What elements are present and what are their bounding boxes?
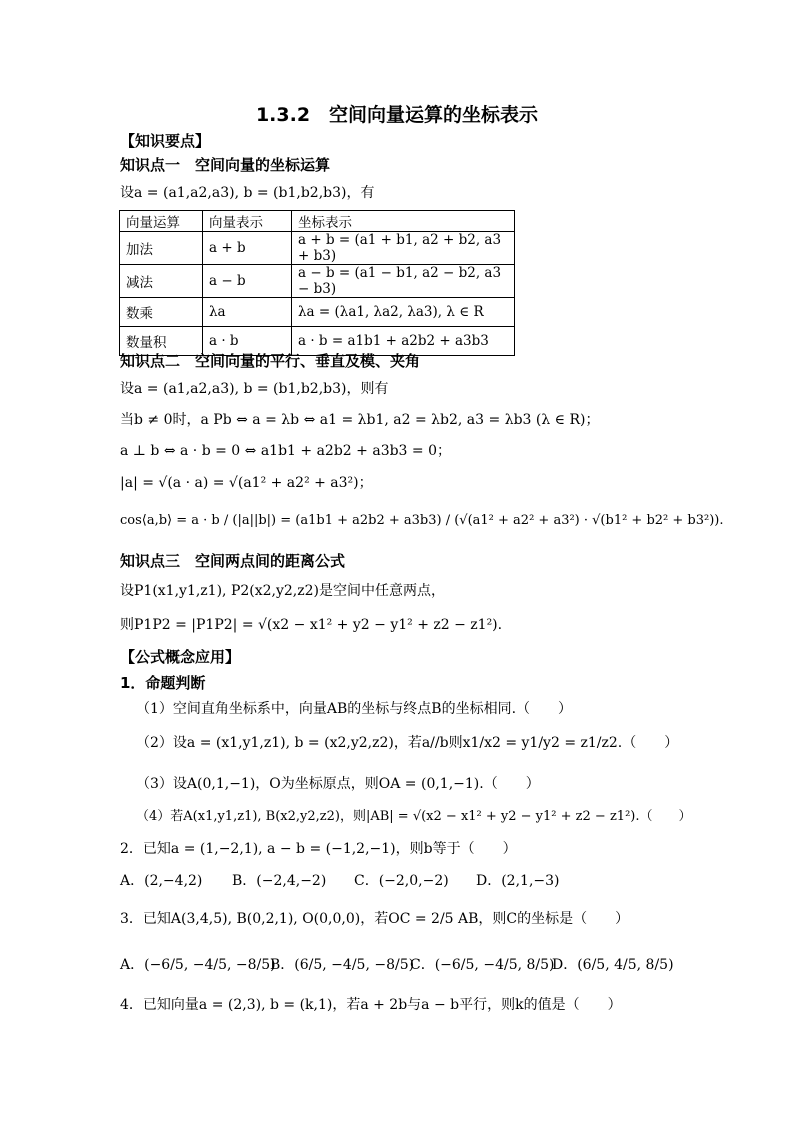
table-header-row bbox=[120, 211, 515, 232]
kp2-line: 设a = (a1,a2,a3), b = (b1,b2,b3)，则有 bbox=[120, 381, 389, 397]
section-application: 【公式概念应用】 bbox=[120, 648, 241, 666]
kp1-heading: 知识点一 空间向量的坐标运算 bbox=[120, 156, 331, 174]
kp1-setup: 设a = (a1,a2,a3), b = (b1,b2,b3)，有 bbox=[120, 185, 375, 201]
section-knowledge: 【知识要点】 bbox=[120, 132, 211, 150]
q2-option-a: A．(2,−4,2) bbox=[120, 873, 203, 889]
table-row bbox=[120, 265, 515, 298]
kp3-heading: 知识点三 空间两点间的距离公式 bbox=[120, 552, 346, 570]
kp2-line: cos⟨a,b⟩ = a · b / (|a||b|) = (a1b1 + a2b2 + a3b3) / (√(a1² + a2² + a3²) · √(b1² + b2² + b3²)). bbox=[120, 513, 724, 528]
q2-option-d: D．(2,1,−3) bbox=[476, 873, 560, 889]
kp2-heading: 知识点二 空间向量的平行、垂直及模、夹角 bbox=[120, 352, 421, 370]
table-row bbox=[120, 232, 515, 265]
q3-option-a: A．(−6/5, −4/5, −8/5) bbox=[120, 957, 276, 973]
table-cell: 数量积 bbox=[120, 327, 203, 356]
kp3-line: 则P1P2 = |P1P2| = √(x2 − x1² + y2 − y1² + z2 − z1²). bbox=[120, 617, 503, 633]
q1-item: （1）空间直角坐标系中，向量AB的坐标与终点B的坐标相同.（ ） bbox=[136, 701, 573, 717]
q3-stem: 3．已知A(3,4,5), B(0,2,1), O(0,0,0)，若OC = 2/5 AB，则C的坐标是（ ） bbox=[120, 911, 630, 927]
q1-item: （2）设a = (x1,y1,z1), b = (x2,y2,z2)，若a//b则x1/x2 = y1/y2 = z1/z2.（ ） bbox=[136, 735, 679, 751]
q4-stem: 4．已知向量a = (2,3), b = (k,1)，若a + 2b与a − b平行，则k的值是（ ） bbox=[120, 997, 622, 1013]
table-cell: a + b bbox=[203, 232, 292, 265]
table-row bbox=[120, 298, 515, 327]
q1-item: （4）若A(x1,y1,z1), B(x2,y2,z2)，则|AB| = √(x2 − x1² + y2 − y1² + z2 − z1²).（ ） bbox=[136, 809, 692, 824]
table-header-cell: 向量运算 bbox=[120, 211, 203, 232]
table-cell: 数乘 bbox=[120, 298, 203, 327]
table-cell: λa = (λa1, λa2, λa3), λ ∈ R bbox=[292, 298, 515, 327]
table-cell: a · b bbox=[203, 327, 292, 356]
kp2-line: a ⊥ b ⇔ a · b = 0 ⇔ a1b1 + a2b2 + a3b3 = 0； bbox=[120, 443, 452, 459]
q2-option-b: B．(−2,4,−2) bbox=[232, 873, 327, 889]
table-cell: a − b = (a1 − b1, a2 − b2, a3 − b3) bbox=[292, 265, 515, 298]
table-cell: λa bbox=[203, 298, 292, 327]
table-header-cell: 坐标表示 bbox=[292, 211, 515, 232]
kp2-line: 当b ≠ 0时，a Pb ⇔ a = λb ⇔ a1 = λb1, a2 = λb2, a3 = λb3 (λ ∈ R)； bbox=[120, 412, 600, 428]
kp2-line: |a| = √(a · a) = √(a1² + a2² + a3²)； bbox=[120, 475, 373, 491]
q3-option-c: C．(−6/5, −4/5, 8/5) bbox=[410, 957, 555, 973]
q3-option-d: D．(6/5, 4/5, 8/5) bbox=[552, 957, 674, 973]
q1-heading: 1．命题判断 bbox=[120, 674, 206, 692]
table-cell: a · b = a1b1 + a2b2 + a3b3 bbox=[292, 327, 515, 356]
page-title: 1.3.2 空间向量运算的坐标表示 bbox=[255, 104, 539, 126]
q1-item: （3）设A(0,1,−1)，O为坐标原点，则OA = (0,1,−1).（ ） bbox=[136, 776, 540, 792]
q2-stem: 2．已知a = (1,−2,1), a − b = (−1,2,−1)，则b等于（ ） bbox=[120, 841, 517, 857]
kp3-line: 设P1(x1,y1,z1), P2(x2,y2,z2)是空间中任意两点， bbox=[120, 583, 446, 599]
table-cell: 减法 bbox=[120, 265, 203, 298]
table-cell: a − b bbox=[203, 265, 292, 298]
table-header-cell: 向量表示 bbox=[203, 211, 292, 232]
q2-option-c: C．(−2,0,−2) bbox=[354, 873, 449, 889]
q3-option-b: B．(6/5, −4/5, −8/5) bbox=[270, 957, 415, 973]
table-cell: a + b = (a1 + b1, a2 + b2, a3 + b3) bbox=[292, 232, 515, 265]
vector-operations-table bbox=[119, 210, 515, 356]
table-cell: 加法 bbox=[120, 232, 203, 265]
